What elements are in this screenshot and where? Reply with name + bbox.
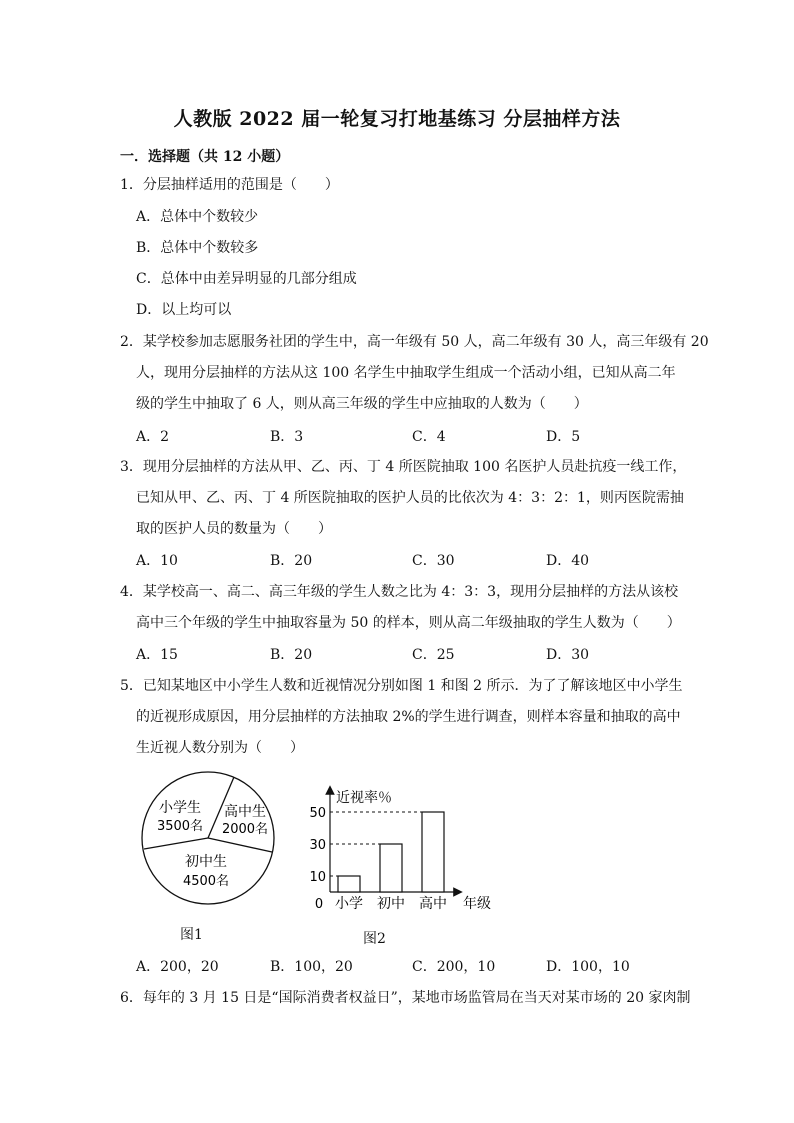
question-6-line-1: 6．每年的 3 月 15 日是“国际消费者权益日”，某地市场监管局在当天对某市场的 20 家肉制 — [120, 990, 691, 1006]
question-5-option-c: C．200，10 — [412, 959, 496, 975]
pie-label-junior: 初中生 — [185, 854, 227, 870]
figure-1-caption: 图1 — [180, 927, 203, 943]
question-4-line-2: 高中三个年级的学生中抽取容量为 50 的样本，则从高二年级抽取的学生人数为（ ） — [136, 615, 681, 631]
y-tick-label: 10 — [309, 870, 326, 885]
question-2-line-3: 级的学生中抽取了 6 人，则从高三年级的学生中应抽取的人数为（ ） — [136, 396, 588, 412]
bar-初中 — [380, 844, 402, 892]
pie-label-primary: 小学生 — [159, 800, 201, 816]
y-tick-label: 30 — [309, 838, 326, 853]
question-2-option-c: C．4 — [412, 429, 446, 445]
question-5-option-a: A．200，20 — [136, 959, 219, 975]
question-3-option-d: D．40 — [546, 553, 590, 569]
question-1-option-d: D．以上均可以 — [136, 302, 232, 318]
question-2-options — [136, 426, 696, 446]
figure-2-bar-chart — [300, 780, 500, 914]
question-4-option-c: C．25 — [412, 647, 455, 663]
question-3-line-2: 已知从甲、乙、丙、丁 4 所医院抽取的医护人员的比依次为 4：3：2：1，则丙医院需抽 — [136, 490, 684, 506]
section-heading: 一．选择题（共 12 小题） — [120, 149, 290, 165]
question-4-line-1: 4．某学校高一、高二、高三年级的学生人数之比为 4：3：3，现用分层抽样的方法从该校 — [120, 584, 679, 600]
y-tick-label: 50 — [309, 806, 326, 821]
question-5-line-2: 的近视形成原因，用分层抽样的方法抽取 2%的学生进行调查，则样本容量和抽取的高中 — [136, 709, 681, 725]
question-5-option-b: B．100，20 — [270, 959, 353, 975]
question-2-option-a: A．2 — [136, 429, 170, 445]
question-3-line-1: 3．现用分层抽样的方法从甲、乙、丙、丁 4 所医院抽取 100 名医护人员赴抗疫一线工作， — [120, 459, 687, 475]
x-axis-label: 年级 — [463, 896, 491, 912]
question-2-line-2: 人，现用分层抽样的方法从这 100 名学生中抽取学生组成一个活动小组，已知从高二年 — [136, 365, 676, 381]
question-1-stem: 1．分层抽样适用的范围是（ ） — [120, 177, 339, 193]
question-3-options — [136, 550, 696, 570]
question-3-option-b: B．20 — [270, 553, 313, 569]
question-2-line-1: 2．某学校参加志愿服务社团的学生中，高一年级有 50 人，高二年级有 30 人，高三年级有 20 — [120, 334, 709, 350]
question-3-option-c: C．30 — [412, 553, 455, 569]
pie-count-primary: 3500名 — [156, 819, 204, 834]
question-2-option-d: D．5 — [546, 429, 581, 445]
question-2-option-b: B．3 — [270, 429, 304, 445]
question-1-option-c: C．总体中由差异明显的几部分组成 — [136, 271, 357, 287]
question-1-option-b: B．总体中个数较多 — [136, 240, 259, 256]
question-4-option-d: D．30 — [546, 647, 590, 663]
pie-count-senior: 2000名 — [221, 822, 269, 837]
pie-count-junior: 4500名 — [182, 874, 230, 889]
pie-slice-divider-3 — [144, 838, 208, 849]
figure-2-caption: 图2 — [363, 931, 386, 947]
question-3-option-a: A．10 — [136, 553, 178, 569]
y-axis-label: 近视率％ — [336, 790, 392, 806]
bar-小学 — [338, 876, 360, 892]
origin-label: 0 — [314, 897, 324, 912]
question-5-option-d: D．100，10 — [546, 959, 630, 975]
document-title: 人教版 2022 届一轮复习打地基练习 分层抽样方法 — [173, 108, 621, 130]
x-tick-label: 高中 — [419, 896, 447, 912]
x-tick-label: 小学 — [335, 896, 363, 912]
question-1-option-a: A．总体中个数较少 — [136, 209, 259, 225]
question-4-options — [136, 644, 696, 664]
question-4-option-a: A．15 — [136, 647, 178, 663]
pie-slice-divider-2 — [208, 838, 272, 852]
question-5-options — [136, 956, 696, 976]
pie-label-senior: 高中生 — [224, 804, 266, 820]
question-5-line-1: 5．已知某地区中小学生人数和近视情况分别如图 1 和图 2 所示．为了了解该地区中小学生 — [120, 678, 683, 694]
x-tick-label: 初中 — [377, 896, 405, 912]
question-3-line-3: 取的医护人员的数量为（ ） — [136, 521, 332, 537]
figure-1-pie-chart — [138, 768, 278, 908]
question-5-line-3: 生近视人数分别为（ ） — [136, 740, 304, 756]
question-4-option-b: B．20 — [270, 647, 313, 663]
bar-高中 — [422, 812, 444, 892]
